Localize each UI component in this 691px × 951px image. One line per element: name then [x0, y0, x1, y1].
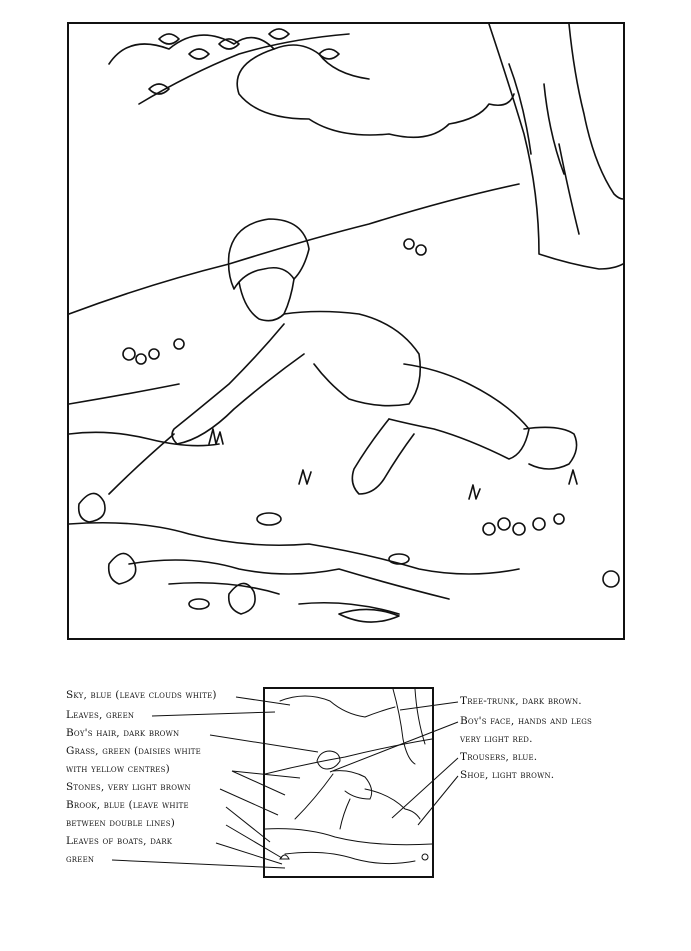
- key-boys-hair: Boy's hair, dark brown: [66, 727, 180, 739]
- boy-hair: [229, 219, 309, 289]
- key-trousers: Trousers, blue.: [460, 751, 538, 763]
- key-thumbnail: [263, 687, 434, 878]
- leaf-boat: [79, 493, 105, 522]
- boy-shirt: [284, 312, 420, 406]
- key-sky: Sky, blue (leave clouds white): [66, 689, 217, 701]
- key-boys-face-cont: very light red.: [460, 733, 533, 745]
- boy-arm: [172, 324, 304, 444]
- key-boat-leaves: Leaves of boats, dark: [66, 835, 173, 847]
- key-tree-trunk: Tree-trunk, dark brown.: [460, 695, 582, 707]
- key-leaves: Leaves, green: [66, 709, 135, 721]
- key-boys-face: Boy's face, hands and legs: [460, 715, 593, 727]
- key-brook: Brook, blue (leave white: [66, 799, 189, 811]
- key-stones: Stones, very light brown: [66, 781, 191, 793]
- boy-shoe: [524, 427, 577, 469]
- hill-line: [69, 184, 519, 314]
- key-grass: Grass, green (daisies white: [66, 745, 201, 757]
- ball: [603, 571, 619, 587]
- boy-by-brook-drawing: [69, 24, 623, 638]
- boy-trousers: [389, 364, 529, 459]
- key-boat-leaves-cont: green: [66, 853, 95, 865]
- boy-leg: [352, 419, 414, 494]
- key-thumbnail-drawing: [265, 689, 432, 876]
- key-brook-cont: between double lines): [66, 817, 176, 829]
- brook-line: [69, 432, 219, 445]
- key-shoe: Shoe, light brown.: [460, 769, 555, 781]
- key-grass-cont: with yellow centres): [66, 763, 170, 775]
- main-illustration: [67, 22, 625, 640]
